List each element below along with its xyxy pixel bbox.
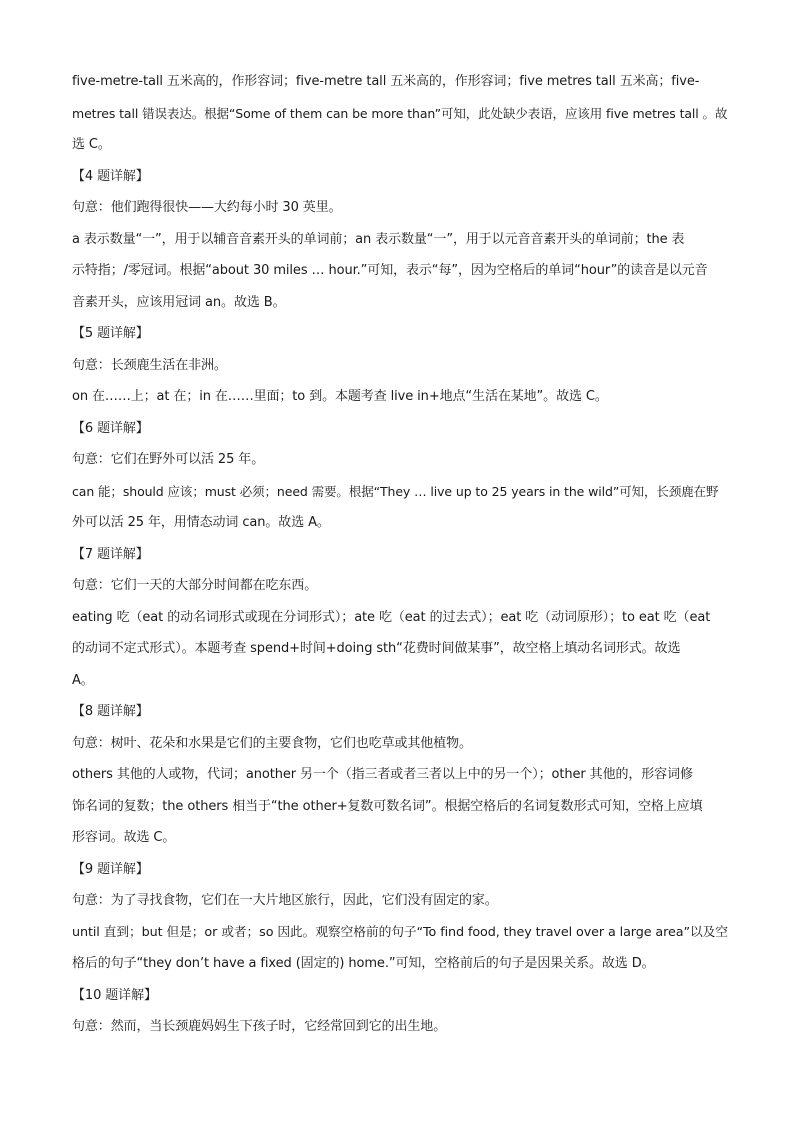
section-heading-q6: 【6 题详解】: [72, 420, 149, 436]
section-heading-q8: 【8 题详解】: [72, 704, 149, 719]
text-line: metres tall 错误表达。根据“Some of them can be more than”可知，此处缺少表语，应该用 five metres tall 。故: [72, 105, 728, 121]
text-line: eating 吃（eat 的动名词形式或现在分词形式）；ate 吃（eat 的过去式）；eat 吃（动词原形）；to eat 吃（eat: [72, 609, 711, 625]
text-line: 饰名词的复数；the others 相当于“the other+复数可数名词”。根据空格后的名词复数形式可知，空格上应填: [72, 798, 703, 814]
sentence-meaning: 句意：然而，当长颈鹿妈妈生下孩子时，它经常回到它的出生地。: [72, 1019, 447, 1034]
text-line: can 能；should 应该；must 必须；need 需要。根据“They … live up to 25 years in the wild”可知，长颈鹿在野: [72, 483, 719, 499]
text-line: others 其他的人或物，代词；another 另一个（指三者或者三者以上中的另一个）；other 其他的，形容词修: [72, 767, 693, 782]
sentence-meaning: 句意：长颈鹿生活在非洲。: [72, 357, 227, 373]
section-heading-q4: 【4 题详解】: [72, 168, 149, 184]
text-line: 的动词不定式形式）。本题考查 spend+时间+doing sth“花费时间做某事”，故空格上填动名词形式。故选: [72, 641, 681, 656]
section-heading-q5: 【5 题详解】: [72, 326, 149, 341]
sentence-meaning: 句意：它们一天的大部分时间都在吃东西。: [72, 578, 318, 593]
section-heading-q9: 【9 题详解】: [72, 861, 149, 877]
text-line: 格后的句子“they don’t have a fixed (固定的) home.”可知，空格前后的句子是因果关系。故选 D。: [72, 956, 655, 971]
text-line: 示特指；/零冠词。根据“about 30 miles … hour.”可知，表示“每”，因为空格后的单词“hour”的读音是以元音: [72, 263, 708, 278]
section-heading-q7: 【7 题详解】: [72, 546, 149, 562]
section-heading-q10: 【10 题详解】: [72, 987, 157, 1003]
text-line: a 表示数量“一”，用于以辅音音素开头的单词前；an 表示数量“一”，用于以元音音素开头的单词前；the 表: [72, 231, 685, 247]
text-line: A。: [72, 672, 94, 688]
text-line: 选 C。: [72, 137, 111, 152]
text-line: 形容词。故选 C。: [72, 830, 176, 845]
text-line: 外可以活 25 年，用情态动词 can。故选 A。: [72, 515, 330, 530]
text-line: 音素开头，应该用冠词 an。故选 B。: [72, 294, 286, 310]
text-line: five-metre-tall 五米高的，作形容词；five-metre tall 五米高的，作形容词；five metres tall 五米高；five-: [72, 74, 700, 89]
text-line: on 在……上；at 在；in 在……里面；to 到。本题考查 live in+地点“生活在某地”。故选 C。: [72, 389, 608, 404]
sentence-meaning: 句意：为了寻找食物，它们在一大片地区旅行，因此，它们没有固定的家。: [72, 893, 498, 908]
sentence-meaning: 句意：它们在野外可以活 25 年。: [72, 452, 265, 467]
text-line: until 直到；but 但是；or 或者；so 因此。观察空格前的句子“To find food, they travel over a large area”以及空: [72, 924, 728, 940]
document-body: [72, 66, 728, 1043]
sentence-meaning: 句意：树叶、花朵和水果是它们的主要食物，它们也吃草或其他植物。: [72, 735, 472, 751]
sentence-meaning: 句意：他们跑得很快——大约每小时 30 英里。: [72, 200, 342, 215]
